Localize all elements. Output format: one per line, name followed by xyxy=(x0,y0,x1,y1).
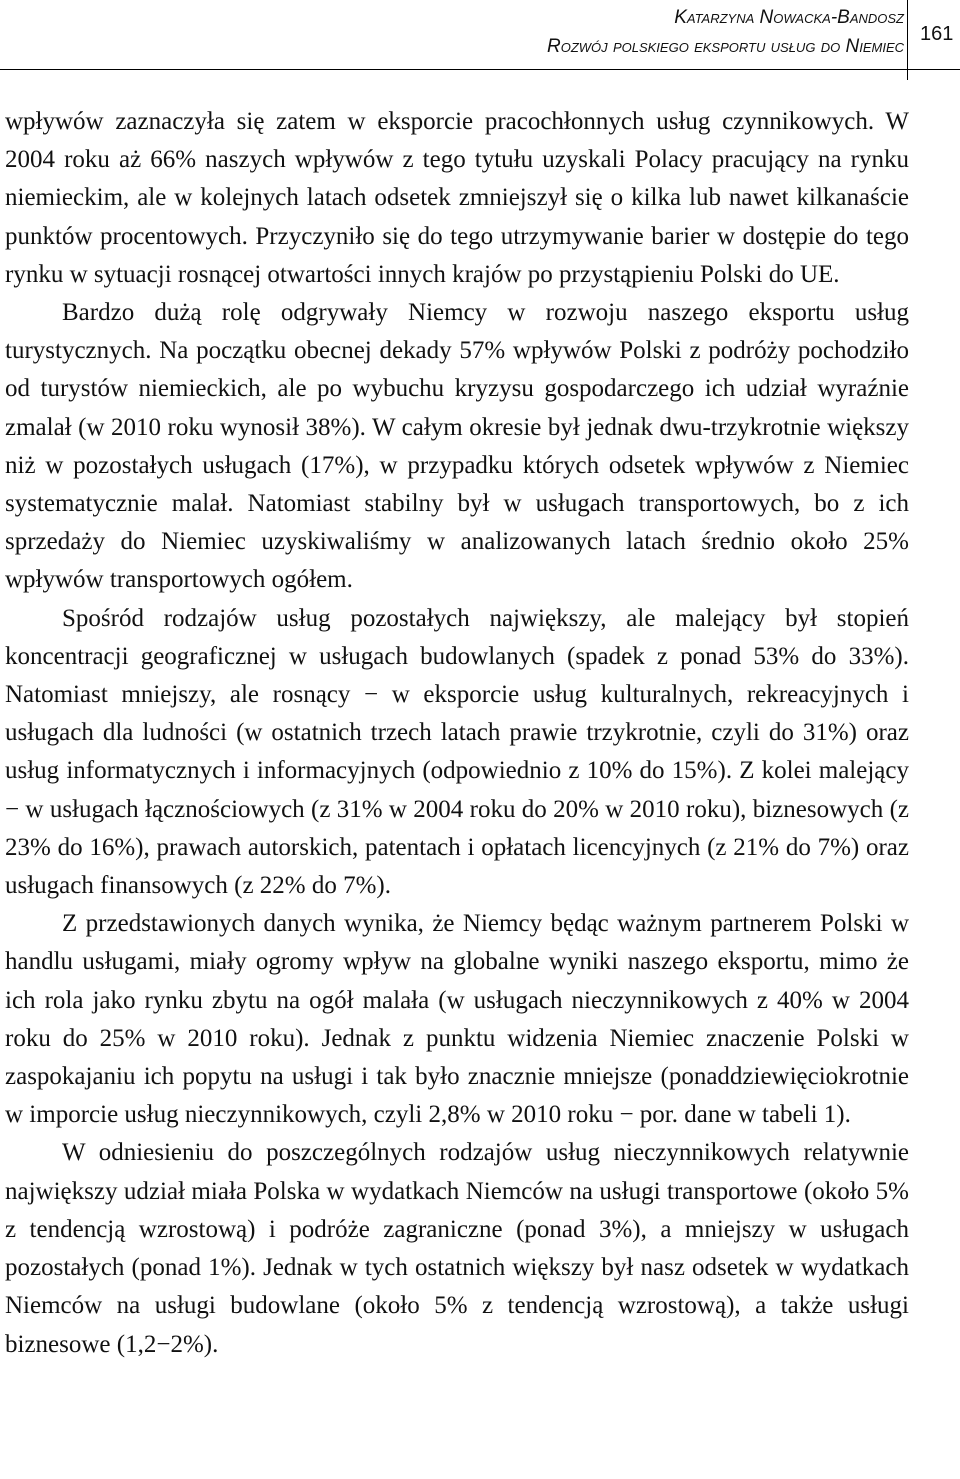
paragraph: W odniesieniu do poszczególnych rodzajów usług nieczynnikowych relatywnie największy udział miała Polska w wydatkach Niemców na usługi transportowe (około 5% z tendencją wzrostową) i podróże zagraniczne (ponad 3%), a mniejszy w usługach pozostałych (ponad 1%). Jednak w tych ostatnich większy był nasz odsetek w wydatkach Niemców na usługi budowlane (około 5% z tendencją wzrostową), a także usługi biznesowe (1,2−2%). xyxy=(5,1139,909,1358)
page-number: 161 xyxy=(920,23,954,45)
header-divider-horizontal xyxy=(0,69,960,70)
header-author: Katarzyna Nowacka-Bandosz xyxy=(674,7,904,28)
header-title: Rozwój polskiego eksportu usług do Niemiec xyxy=(547,36,904,57)
paragraph: wpływów zaznaczyła się zatem w eksporcie pracochłonnych usług czynnikowych. W 2004 roku aż 66% naszych wpływów z tego tytułu uzyskali Polacy pracujący na rynku niemieckim, ale w kolejnych latach odsetek zmniejszył się o kilka lub nawet kilkanaście punktów procentowych. Przyczyniło się do tego utrzymywanie barier w dostępie do tego rynku w sytuacji rosnącej otwartości innych krajów po przystąpieniu Polski do UE. xyxy=(5,108,909,288)
body-text xyxy=(5,103,909,1364)
header-divider-vertical xyxy=(907,0,908,80)
running-header xyxy=(0,0,960,80)
paragraph: Z przedstawionych danych wynika, że Niemcy będąc ważnym partnerem Polski w handlu usługami, miały ogromy wpływ na globalne wyniki naszego eksportu, mimo że ich rola jako rynku zbytu na ogół malała (w usługach nieczynnikowych z 40% w 2004 roku do 25% w 2010 roku). Jednak z punktu widzenia Niemiec znaczenie Polski w zaspokajaniu ich popytu na usługi i tak było znacznie mniejsze (ponaddziewięciokrotnie w imporcie usług nieczynnikowych, czyli 2,8% w 2010 roku − por. dane w tabeli 1). xyxy=(5,910,909,1129)
paragraph: Bardzo dużą rolę odgrywały Niemcy w rozwoju naszego eksportu usług turystycznych. Na początku obecnej dekady 57% wpływów Polski z podróży pochodziło od turystów niemieckich, ale po wybuchu kryzysu gospodarczego ich udział wyraźnie zmalał (w 2010 roku wynosił 38%). W całym okresie był jednak dwu-trzykrotnie większy niż w pozostałych usługach (17%), w przypadku których odsetek wpływów z Niemiec systematycznie malał. Natomiast stabilny był w usługach transportowych, bo z ich sprzedaży do Niemiec uzyskiwaliśmy w analizowanych latach średnio około 25% wpływów transportowych ogółem. xyxy=(5,299,909,594)
paragraph: Spośród rodzajów usług pozostałych największy, ale malejący był stopień koncentracji geograficznej w usługach budowlanych (spadek z ponad 53% do 33%). Natomiast mniejszy, ale rosnący − w eksporcie usług kulturalnych, rekreacyjnych i usługach dla ludności (w ostatnich trzech latach prawie trzykrotnie, czyli do 31%) oraz usług informatycznych i informacyjnych (odpowiednio z 10% do 15%). Z kolei malejący − w usługach łącznościowych (z 31% w 2004 roku do 20% w 2010 roku), biznesowych (z 23% do 16%), prawach autorskich, patentach i opłatach licencyjnych (z 21% do 7%) oraz usługach finansowych (z 22% do 7%). xyxy=(5,604,909,900)
